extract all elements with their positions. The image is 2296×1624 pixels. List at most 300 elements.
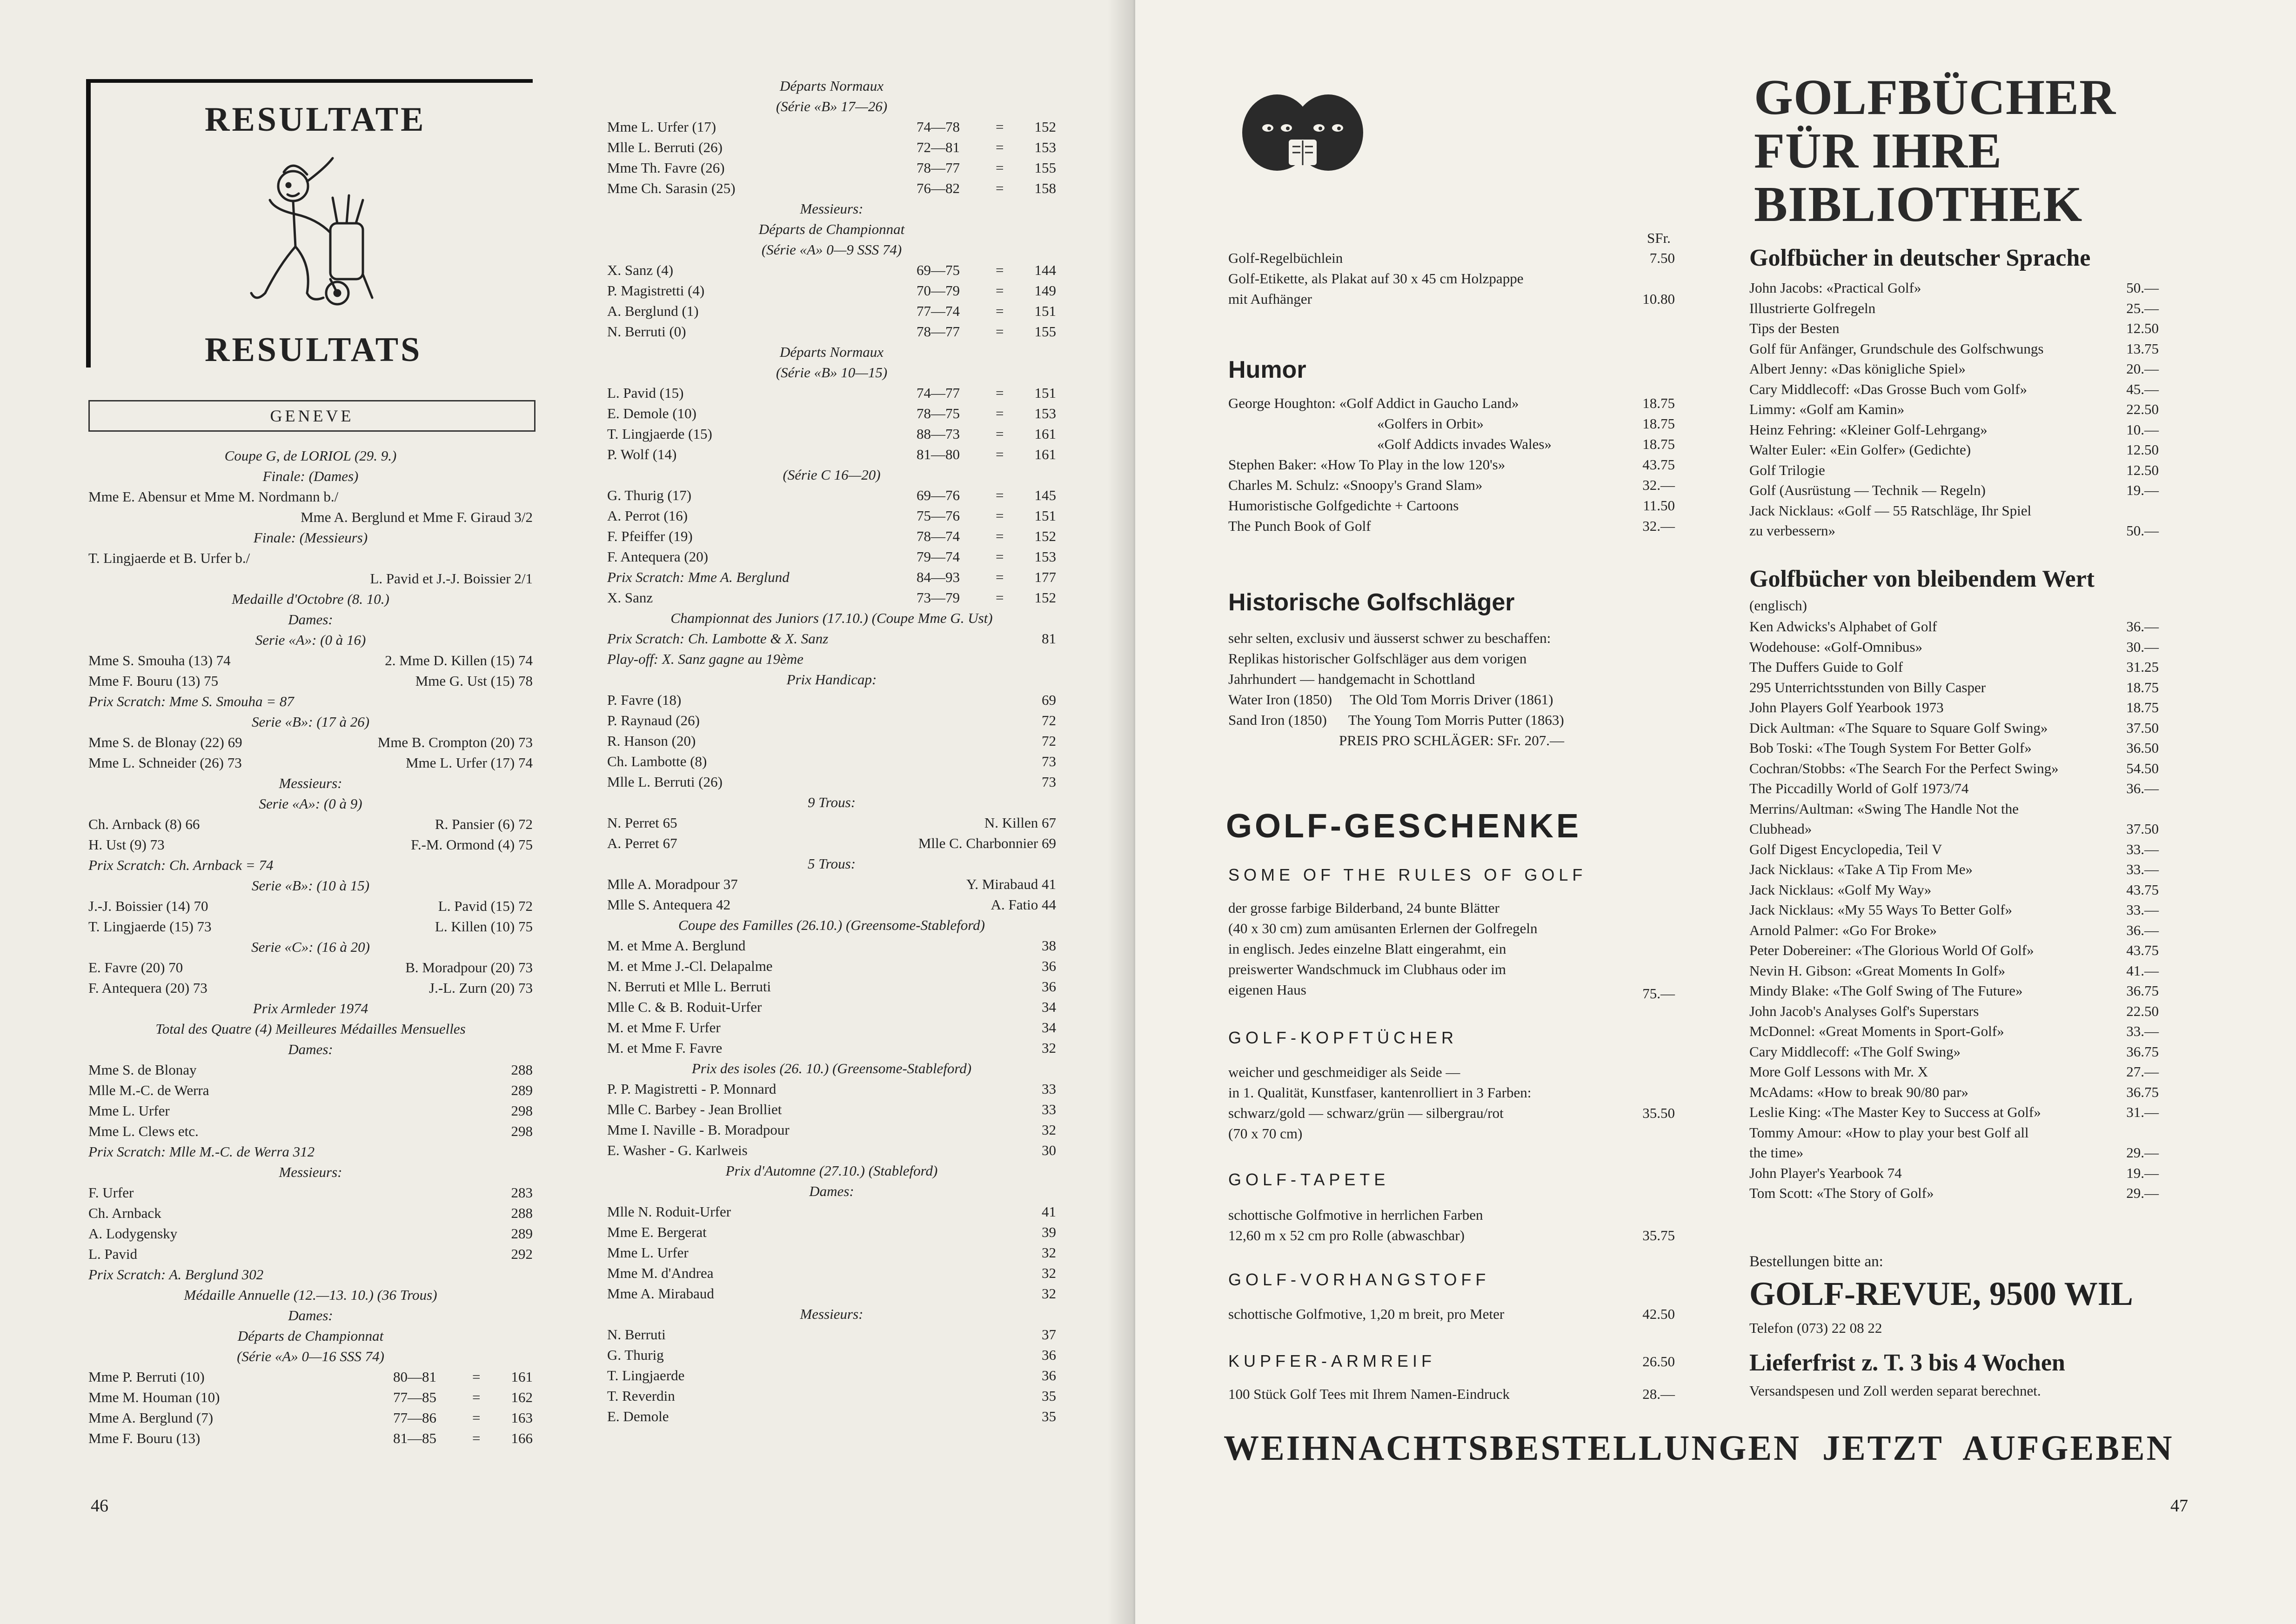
result-score: 32: [1042, 1040, 1056, 1056]
player-name: T. Lingjaerde (15): [607, 426, 712, 442]
result-text: L. Pavid et J.-J. Boissier 2/1: [370, 570, 533, 587]
section-subheading: Finale: (Dames): [262, 468, 359, 484]
item-title: Walter Euler: «Ein Golfer» (Gedichte): [1749, 441, 1971, 458]
section-subheading: (Série «B» 17—26): [776, 98, 888, 114]
equals-sign: =: [996, 303, 1004, 319]
tees-text: 100 Stück Golf Tees mit Ihrem Namen-Eindruck: [1228, 1386, 1510, 1402]
result-line: [607, 301, 1056, 321]
item-price: 33.—: [2126, 902, 2159, 918]
player-name: L. Pavid (15): [607, 385, 684, 401]
price-list-item: [1228, 434, 1675, 454]
lieferfrist-note: Lieferfrist z. T. 3 bis 4 Wochen: [1749, 1350, 2065, 1376]
player-name: N. Berruti (0): [607, 323, 686, 340]
result-line: [88, 1428, 533, 1449]
result-name: Mlle N. Roduit-Urfer: [607, 1203, 731, 1220]
item-title: Jack Nicklaus: «Golf My Way»: [1749, 881, 1932, 898]
result-name: Mme S. de Blonay: [88, 1062, 197, 1078]
equals-sign: =: [996, 323, 1004, 340]
kopftuecher-price: 35.50: [1642, 1105, 1675, 1121]
result-line: [607, 1345, 1056, 1365]
player-name: X. Sanz: [607, 589, 653, 606]
result-line: [88, 753, 533, 773]
price-list-item: [1749, 718, 2159, 738]
result-line: [88, 1203, 533, 1223]
item-title: Jack Nicklaus: «My 55 Ways To Better Golf»: [1749, 902, 2013, 918]
result-line: [607, 669, 1056, 690]
total-score: 145: [1034, 487, 1056, 503]
result-score: 73: [1042, 774, 1056, 790]
result-score: N. Killen 67: [984, 815, 1056, 831]
page-number-left: 46: [91, 1496, 108, 1516]
result-score: Mme G. Ust (15) 78: [415, 673, 533, 689]
kopftuecher-heading: GOLF-KOPFTÜCHER: [1228, 1028, 1458, 1047]
result-line: [607, 1324, 1056, 1345]
round-scores: 74—77: [917, 385, 960, 401]
price-list-item: [1749, 501, 2159, 521]
result-line: [88, 1080, 533, 1101]
result-line: [607, 833, 1056, 854]
result-score: L. Pavid (15) 72: [438, 898, 533, 914]
result-line: [607, 874, 1056, 895]
price-list-item: [1749, 1163, 2159, 1183]
item-price: 31.25: [2126, 659, 2159, 675]
result-score: 30: [1042, 1142, 1056, 1158]
player-name: F. Pfeiffer (19): [607, 528, 693, 544]
result-line: [607, 321, 1056, 342]
item-title: the time»: [1749, 1144, 1804, 1161]
price-list-item: [1749, 900, 2159, 920]
item-title: Albert Jenny: «Das königliche Spiel»: [1749, 361, 1966, 377]
price-list-item: [1749, 298, 2159, 319]
title-resultate: RESULTATE: [205, 100, 426, 139]
price-list-item: [1749, 521, 2159, 541]
golfer-cartoon-illustration: [237, 154, 405, 321]
result-line: [607, 199, 1056, 219]
item-title: Cochran/Stobbs: «The Search For the Perfect Swing»: [1749, 760, 2059, 776]
item-price: 13.75: [2126, 340, 2159, 357]
item-price: 43.75: [2126, 942, 2159, 958]
result-line: [88, 487, 533, 507]
item-price: 50.—: [2126, 522, 2159, 539]
result-name: E. Demole: [607, 1408, 669, 1424]
result-line: [607, 1181, 1056, 1202]
result-line: [88, 1408, 533, 1428]
result-line: [607, 178, 1056, 199]
result-name: J.-J. Boissier (14) 70: [88, 898, 208, 914]
result-line: [607, 1304, 1056, 1324]
result-score: A. Fatio 44: [991, 896, 1056, 913]
golfers-cartoon-illustration: [1233, 84, 1372, 177]
item-title: Bob Toski: «The Tough System For Better Golf»: [1749, 740, 2032, 756]
total-score: 151: [1034, 303, 1056, 319]
price-list-item: [1749, 839, 2159, 860]
text-line: 12,60 m x 52 cm pro Rolle (abwaschbar): [1228, 1227, 1465, 1243]
result-line: [88, 1039, 533, 1060]
item-title: Golf Trilogie: [1749, 461, 1825, 478]
item-price: 33.—: [2126, 1023, 2159, 1039]
result-line: [607, 895, 1056, 915]
result-line: [607, 731, 1056, 751]
section-subheading: Finale: (Messieurs): [253, 529, 368, 546]
item-title: George Houghton: «Golf Addict in Gaucho Land»: [1228, 395, 1519, 411]
result-score: 73: [1042, 753, 1056, 769]
result-line: [607, 649, 1056, 669]
section-subheading: Serie «C»: (16 à 20): [251, 939, 370, 955]
telefon-number: Telefon (073) 22 08 22: [1749, 1320, 1882, 1336]
result-score: 288: [511, 1062, 533, 1078]
section-subheading: Messieurs:: [279, 1164, 342, 1180]
round-scores: 78—77: [917, 160, 960, 176]
sfr-header: SFr.: [1647, 230, 1671, 246]
round-scores: 79—74: [917, 548, 960, 565]
result-score: B. Moradpour (20) 73: [405, 959, 533, 976]
equals-sign: =: [996, 487, 1004, 503]
result-line: [88, 1387, 533, 1408]
result-line: [607, 1406, 1056, 1427]
item-price: 45.—: [2126, 381, 2159, 397]
section-subheading: 5 Trous:: [807, 855, 856, 872]
result-score: 34: [1042, 1019, 1056, 1036]
result-text: T. Lingjaerde et B. Urfer b./: [88, 550, 250, 566]
round-scores: 70—79: [917, 282, 960, 299]
item-price: 41.—: [2126, 962, 2159, 979]
result-line: [88, 712, 533, 732]
result-line: [88, 507, 533, 528]
round-scores: 77—85: [393, 1389, 436, 1405]
price-list-item: [1749, 1102, 2159, 1123]
item-price: 31.—: [2126, 1104, 2159, 1120]
section-header-geneve: GENEVE: [88, 400, 536, 432]
item-price: 36.—: [2126, 618, 2159, 635]
player-name: Mlle L. Berruti (26): [607, 139, 723, 155]
equals-sign: =: [996, 139, 1004, 155]
section-subheading: Serie «B»: (17 à 26): [251, 714, 370, 730]
equals-sign: =: [996, 528, 1004, 544]
result-score: 298: [511, 1123, 533, 1139]
result-name: T. Lingjaerde (15) 73: [88, 918, 212, 935]
result-line: [607, 1365, 1056, 1386]
player-name: P. Wolf (14): [607, 446, 677, 462]
item-price: 33.—: [2126, 841, 2159, 857]
item-title: Golf Digest Encyclopedia, Teil V: [1749, 841, 1942, 857]
player-name: Mme Th. Favre (26): [607, 160, 725, 176]
total-score: 162: [511, 1389, 533, 1405]
result-line: [607, 588, 1056, 608]
result-score: 33: [1042, 1081, 1056, 1097]
item-price: 54.50: [2126, 760, 2159, 776]
total-score: 153: [1034, 405, 1056, 421]
result-score: 81: [1042, 630, 1056, 647]
text-line: sehr selten, exclusiv und äusserst schwer zu beschaffen:: [1228, 630, 1551, 646]
item-title: John Jacob's Analyses Golf's Superstars: [1749, 1002, 1979, 1019]
player-name: F. Antequera (20): [607, 548, 709, 565]
section-subheading: Départs de Championnat: [237, 1328, 384, 1344]
result-name: H. Ust (9) 73: [88, 836, 165, 853]
price-list-item: [1749, 460, 2159, 481]
result-line: [607, 772, 1056, 792]
item-title: 295 Unterrichtsstunden von Billy Casper: [1749, 679, 1986, 695]
text-line: Jahrhundert — handgemacht in Schottland: [1228, 671, 1475, 687]
result-note: Play-off: X. Sanz gagne au 19ème: [607, 651, 803, 667]
result-line: [607, 1202, 1056, 1222]
total-score: 161: [1034, 446, 1056, 462]
equals-sign: =: [996, 426, 1004, 442]
total-score: 153: [1034, 139, 1056, 155]
item-title: John Players Golf Yearbook 1973: [1749, 699, 1944, 715]
result-line: [607, 710, 1056, 731]
result-name: A. Lodygensky: [88, 1225, 178, 1242]
tees-price: 28.—: [1642, 1386, 1675, 1402]
result-line: [607, 342, 1056, 362]
result-name: M. et Mme F. Urfer: [607, 1019, 721, 1036]
result-line: [88, 1244, 533, 1264]
item-title: Wodehouse: «Golf-Omnibus»: [1749, 638, 1923, 655]
item-title: Jack Nicklaus: «Golf — 55 Ratschläge, Ihr Spiel: [1749, 502, 2032, 519]
result-line: [607, 158, 1056, 178]
result-line: [607, 1079, 1056, 1099]
price-list-item: [1228, 495, 1675, 516]
result-line: [607, 281, 1056, 301]
player-name: Mme Ch. Sarasin (25): [607, 180, 736, 196]
item-price: 18.75: [1642, 436, 1675, 452]
result-score: 32: [1042, 1265, 1056, 1281]
round-scores: 78—75: [917, 405, 960, 421]
header-rule: [86, 79, 533, 83]
item-title: Cary Middlecoff: «Das Grosse Buch vom Golf»: [1749, 381, 2027, 397]
round-scores: 81—80: [917, 446, 960, 462]
equals-sign: =: [996, 589, 1004, 606]
total-score: 152: [1034, 119, 1056, 135]
result-line: [607, 117, 1056, 137]
result-line: [607, 96, 1056, 117]
item-title: Merrins/Aultman: «Swing The Handle Not the: [1749, 800, 2019, 817]
result-line: [607, 1058, 1056, 1079]
item-price: 18.75: [2126, 679, 2159, 695]
kupfer-armreif-price: 26.50: [1642, 1353, 1675, 1370]
result-score: R. Pansier (6) 72: [435, 816, 533, 832]
item-title: Mindy Blake: «The Golf Swing of The Future»: [1749, 982, 2023, 999]
result-name: E. Favre (20) 70: [88, 959, 183, 976]
result-line: [88, 732, 533, 753]
equals-sign: =: [996, 119, 1004, 135]
section-subheading: Championnat des Juniors (17.10.) (Coupe Mme G. Ust): [670, 610, 993, 626]
item-title: «Golf Addicts invades Wales»: [1377, 436, 1552, 452]
result-line: [607, 751, 1056, 772]
item-price: 36.—: [2126, 780, 2159, 796]
item-price: 10.—: [2126, 421, 2159, 438]
price-list-item: [1228, 289, 1675, 309]
price-list-item: [1749, 637, 2159, 657]
result-line: [88, 835, 533, 855]
item-title: Peter Dobereiner: «The Glorious World Of Golf»: [1749, 942, 2034, 958]
price-list-item: [1749, 480, 2159, 501]
result-line: [88, 1060, 533, 1080]
result-score: 2. Mme D. Killen (15) 74: [385, 652, 533, 668]
item-title: The Piccadilly World of Golf 1973/74: [1749, 780, 1969, 796]
item-price: 11.50: [1643, 497, 1675, 514]
result-score: 38: [1042, 937, 1056, 954]
item-title: Golf für Anfänger, Grundschule des Golfschwungs: [1749, 340, 2044, 357]
item-title: McDonnel: «Great Moments in Sport-Golf»: [1749, 1023, 2004, 1039]
text-line: schottische Golfmotive in herrlichen Farben: [1228, 1207, 1483, 1223]
section-subheading: (Série «A» 0—16 SSS 74): [237, 1348, 384, 1364]
result-line: [607, 854, 1056, 874]
total-score: 151: [1034, 385, 1056, 401]
item-title: Limmy: «Golf am Kamin»: [1749, 401, 1905, 417]
section-subheading: Total des Quatre (4) Meilleures Médailles Mensuelles: [155, 1021, 466, 1037]
result-line: [607, 997, 1056, 1017]
result-score: 37: [1042, 1326, 1056, 1343]
result-line: [88, 1367, 533, 1387]
item-title: Golf-Etikette, als Plakat auf 30 x 45 cm Holzpappe: [1228, 270, 1524, 287]
result-line: [607, 526, 1056, 547]
result-name: Ch. Arnback: [88, 1205, 161, 1221]
result-line: [88, 957, 533, 978]
text-line: schwarz/gold — schwarz/grün — silbergrau/rot: [1228, 1105, 1504, 1121]
price-list-item: [1228, 414, 1675, 434]
price-list-item: [1749, 778, 2159, 799]
price-list-item: [1749, 819, 2159, 839]
item-price: 22.50: [2126, 401, 2159, 417]
item-title: More Golf Lessons with Mr. X: [1749, 1063, 1928, 1080]
result-line: [88, 814, 533, 835]
price-list-item: [1749, 1001, 2159, 1022]
result-line: [88, 855, 533, 875]
result-score: Y. Mirabaud 41: [966, 876, 1056, 892]
result-line: [607, 76, 1056, 96]
vorhangstoff-price: 42.50: [1642, 1306, 1675, 1322]
item-price: 43.75: [2126, 881, 2159, 898]
price-list-item: [1749, 359, 2159, 379]
result-line: [88, 1162, 533, 1183]
result-line: [88, 1264, 533, 1285]
equals-sign: =: [472, 1410, 481, 1426]
item-price: 33.—: [2126, 861, 2159, 877]
result-name: Mme I. Naville - B. Moradpour: [607, 1122, 790, 1138]
item-price: 43.75: [1642, 456, 1675, 473]
result-line: [607, 485, 1056, 506]
equals-sign: =: [472, 1389, 481, 1405]
result-line: [88, 1142, 533, 1162]
result-line: [88, 1101, 533, 1121]
item-title: Ken Adwicks's Alphabet of Golf: [1749, 618, 1937, 635]
vorhangstoff-text: schottische Golfmotive, 1,20 m breit, pro Meter: [1228, 1306, 1505, 1322]
total-score: 161: [511, 1369, 533, 1385]
section-subheading: Prix des isoles (26. 10.) (Greensome-Stableford): [691, 1060, 972, 1076]
price-list-item: [1228, 248, 1675, 268]
item-price: 10.80: [1642, 291, 1675, 307]
golfbuecher-title-line3: BIBLIOTHEK: [1754, 177, 2083, 232]
result-note: Prix Scratch: A. Berglund 302: [88, 1266, 264, 1283]
price-list-item: [1228, 393, 1675, 414]
result-score: 32: [1042, 1122, 1056, 1138]
section-subheading: Prix Handicap:: [786, 671, 877, 688]
golfbuecher-title-line2: FÜR IHRE: [1754, 123, 2002, 179]
result-name: E. Washer - G. Karlweis: [607, 1142, 748, 1158]
price-list-item: [1749, 657, 2159, 677]
result-line: [607, 1161, 1056, 1181]
item-price: 50.—: [2126, 280, 2159, 296]
historische-heading: Historische Golfschläger: [1228, 589, 1515, 616]
round-scores: 80—81: [393, 1369, 436, 1385]
result-line: [607, 465, 1056, 485]
item-price: 36.50: [2126, 740, 2159, 756]
result-line: [607, 383, 1056, 403]
result-line: [607, 240, 1056, 260]
round-scores: 69—75: [917, 262, 960, 278]
result-score: 41: [1042, 1203, 1056, 1220]
total-score: 149: [1034, 282, 1056, 299]
result-line: [607, 1263, 1056, 1283]
section-subheading: Coupe G, de LORIOL (29. 9.): [224, 448, 397, 464]
result-line: [88, 589, 533, 609]
text-line: (70 x 70 cm): [1228, 1125, 1303, 1142]
result-line: [607, 608, 1056, 628]
round-scores: 74—78: [917, 119, 960, 135]
result-line: [88, 1223, 533, 1244]
result-name: P. Raynaud (26): [607, 712, 700, 728]
price-list-item: [1749, 859, 2159, 880]
section-subheading: Serie «B»: (10 à 15): [251, 877, 370, 894]
result-score: 298: [511, 1103, 533, 1119]
result-line: [607, 1222, 1056, 1243]
result-name: Prix Scratch: Ch. Lambotte & X. Sanz: [607, 630, 829, 647]
round-scores: 84—93: [917, 569, 960, 585]
section-subheading: Départs Normaux: [779, 344, 884, 360]
result-name: F. Urfer: [88, 1184, 134, 1201]
result-line: [607, 547, 1056, 567]
rules-price: 75.—: [1642, 985, 1675, 1002]
result-name: M. et Mme A. Berglund: [607, 937, 746, 954]
total-score: 155: [1034, 160, 1056, 176]
item-title: John Jacobs: «Practical Golf»: [1749, 280, 1921, 296]
result-line: [88, 916, 533, 937]
total-score: 155: [1034, 323, 1056, 340]
text-line: Water Iron (1850) The Old Tom Morris Driver (1861): [1228, 691, 1553, 708]
item-price: 18.75: [1642, 415, 1675, 432]
result-score: 36: [1042, 1367, 1056, 1383]
player-name: A. Berglund (1): [607, 303, 699, 319]
result-name: P. Favre (18): [607, 692, 682, 708]
equals-sign: =: [996, 385, 1004, 401]
item-price: 37.50: [2126, 719, 2159, 736]
price-list-item: [1749, 697, 2159, 718]
result-name: Mlle M.-C. de Werra: [88, 1082, 209, 1098]
item-price: 37.50: [2126, 821, 2159, 837]
golf-revue-address: GOLF-REVUE, 9500 WIL: [1749, 1275, 2133, 1312]
item-title: Tommy Amour: «How to play your best Golf all: [1749, 1124, 2029, 1141]
equals-sign: =: [996, 262, 1004, 278]
item-title: Jack Nicklaus: «Take A Tip From Me»: [1749, 861, 1973, 877]
page-number-right: 47: [2170, 1496, 2188, 1516]
german-books-heading: Golfbücher in deutscher Sprache: [1749, 245, 2091, 271]
equals-sign: =: [996, 508, 1004, 524]
result-line: [88, 1285, 533, 1305]
item-title: Golf-Regelbüchlein: [1228, 250, 1343, 266]
result-score: Mme B. Crompton (20) 73: [377, 734, 533, 750]
price-list-item: [1749, 1021, 2159, 1042]
section-subheading: Prix Armleder 1974: [253, 1000, 368, 1016]
result-line: [88, 548, 533, 568]
item-price: 36.75: [2126, 1083, 2159, 1100]
left-page: [0, 0, 1135, 1624]
result-score: F.-M. Ormond (4) 75: [411, 836, 533, 853]
section-subheading: Messieurs:: [800, 200, 864, 217]
round-scores: 78—74: [917, 528, 960, 544]
item-title: mit Aufhänger: [1228, 291, 1312, 307]
item-title: Arnold Palmer: «Go For Broke»: [1749, 922, 1937, 938]
section-subheading: Départs de Championnat: [758, 221, 905, 237]
